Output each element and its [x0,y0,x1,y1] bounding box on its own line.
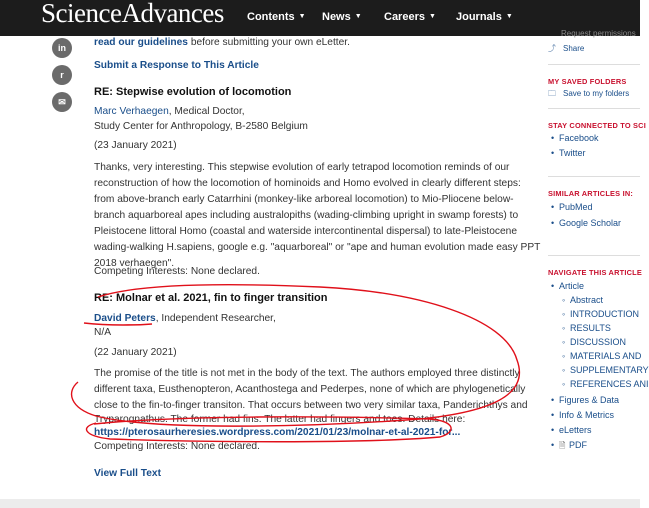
nav-abstract-link[interactable]: Abstract [570,295,604,305]
sub-bullet-icon: ◦ [562,379,566,389]
navigate-article-heading: NAVIGATE THIS ARTICLE [548,268,642,277]
reddit-icon[interactable]: r [52,65,72,85]
nav-introduction-link[interactable]: INTRODUCTION [570,309,639,319]
google-scholar-link[interactable]: Google Scholar [559,218,622,228]
bullet-icon: • [551,281,555,291]
science-advances-logo[interactable]: ScienceAdvances [41,0,224,28]
sidebar-divider [548,176,640,177]
email-icon[interactable]: ✉ [52,92,72,112]
nav-careers[interactable]: Careers ▼ [384,11,436,23]
eletter-affiliation: Study Center for Anthropology, B-2580 Belgium [94,121,308,132]
eletter-body-line: Pleistocene littoral Homo (coastal and waterside intercontinental dispersal) to late-Pleistocene [94,226,518,237]
eletter-affiliation: N/A [94,327,111,338]
competing-interests: Competing Interests: None declared. [94,441,260,452]
save-to-folders-link[interactable]: Save to my folders [563,89,630,98]
bullet-icon: • [551,425,555,435]
share-link[interactable]: Share [563,44,585,53]
chevron-down-icon: ▼ [505,13,513,20]
chevron-down-icon: ▼ [428,13,436,20]
sub-bullet-icon: ◦ [562,351,566,361]
guidelines-link[interactable]: read our guidelines [94,37,188,48]
bullet-icon: • [551,218,555,228]
eletter-url-link[interactable]: https://pterosaurheresies.wordpress.com/2021/01/23/molnar-et-al-2021-for... [94,427,461,438]
chevron-down-icon: ▼ [298,13,306,20]
competing-interests: Competing Interests: None declared. [94,266,260,277]
nav-contents[interactable]: Contents ▼ [247,11,306,23]
sidebar-divider [548,64,640,65]
sub-bullet-icon: ◦ [562,337,566,347]
request-permissions-link[interactable]: Request permissions [561,29,636,38]
eletter-body-line: 2018 verhaegen". [94,258,175,269]
author-link[interactable]: Marc Verhaegen [94,106,169,117]
nav-pdf-link[interactable]: PDF [569,440,587,450]
pubmed-link[interactable]: PubMed [559,202,593,212]
nav-results-link[interactable]: RESULTS [570,323,611,333]
bullet-icon: • [551,440,555,450]
sub-bullet-icon: ◦ [562,295,566,305]
eletter-body-line: close to the fin-to-finger transiton. That occurs between two very similar taxa, Panderichthys and [94,400,528,411]
eletter-date: (22 January 2021) [94,347,177,358]
eletter-date: (23 January 2021) [94,140,177,151]
bullet-icon: • [551,133,555,143]
eletter-title: RE: Stepwise evolution of locomotion [94,86,292,98]
sidebar-divider [548,255,640,256]
horizontal-scrollbar[interactable] [0,499,640,508]
nav-materials-link[interactable]: MATERIALS AND [570,351,642,361]
eletter-author-line: Marc Verhaegen, Medical Doctor, [94,106,245,117]
sub-bullet-icon: ◦ [562,323,566,333]
facebook-link[interactable]: Facebook [559,133,599,143]
folder-icon: 🗀 [548,89,556,98]
eletter-body-line: Thanks, very interesting. This stepwise evolution of early tetrapod locomotion reminds of our [94,162,510,173]
nav-supplementary-link[interactable]: SUPPLEMENTARY [570,365,649,375]
pdf-icon: 🗎 [559,441,566,450]
nav-discussion-link[interactable]: DISCUSSION [570,337,627,347]
eletter-title: RE: Molnar et al. 2021, fin to finger transition [94,292,328,304]
eletter-author-line: David Peters, Independent Researcher, [94,313,276,324]
view-full-text-link[interactable]: View Full Text [94,468,161,479]
similar-articles-heading: SIMILAR ARTICLES IN: [548,189,634,198]
bullet-icon: • [551,410,555,420]
bullet-icon: • [551,395,555,405]
stay-connected-heading: STAY CONNECTED TO SCI [548,121,646,130]
eletter-body-line: branch aquarboreal apes including australopiths (wading-climbing upright in swamp forests) to [94,210,519,221]
share-icon[interactable]: ⤴ [548,44,556,53]
submit-response-link[interactable]: Submit a Response to This Article [94,60,259,71]
nav-references-link[interactable]: REFERENCES ANI [570,379,649,389]
nav-info-metrics-link[interactable]: Info & Metrics [559,410,615,420]
eletter-body-line: from above-branch early Catarrhini (monkey-like arboreal locomotion) to Mio-Pliocene below- [94,194,514,205]
chevron-down-icon: ▼ [354,13,362,20]
eletter-body-line: reconstruction of how the locomotion of hominoids and Homo evolved in clearly different steps: [94,178,521,189]
nav-eletters-link[interactable]: eLetters [559,425,592,435]
sub-bullet-icon: ◦ [562,365,566,375]
bullet-icon: • [551,148,555,158]
sub-bullet-icon: ◦ [562,309,566,319]
eletter-body-line: wading-walking H.sapiens, google e.g. "aquarboreal" or "ape and human evolution made easy PPT [94,242,541,253]
author-link[interactable]: David Peters [94,313,156,324]
sidebar-divider [548,108,640,109]
twitter-link[interactable]: Twitter [559,148,586,158]
nav-figures-link[interactable]: Figures & Data [559,395,620,405]
eletter-body-line: different taxa, Eusthenopteron, Acanthostega and Pederpes, none of which are phylogenetically [94,384,526,395]
top-navigation-bar [0,0,640,36]
bullet-icon: • [551,202,555,212]
linkedin-icon[interactable]: in [52,38,72,58]
eletter-body-line: Tryparognathus. The former had fins. The latter had fingers and toes. Details here: [94,414,466,425]
guidelines-line: read our guidelines before submitting your own eLetter. [94,37,350,48]
saved-folders-heading: MY SAVED FOLDERS [548,77,627,86]
nav-news[interactable]: News ▼ [322,11,362,23]
nav-article-link[interactable]: Article [559,281,585,291]
eletter-body-line: The promise of the title is not met in the body of the text. The authors employed three distinctly [94,368,520,379]
nav-journals[interactable]: Journals ▼ [456,11,513,23]
